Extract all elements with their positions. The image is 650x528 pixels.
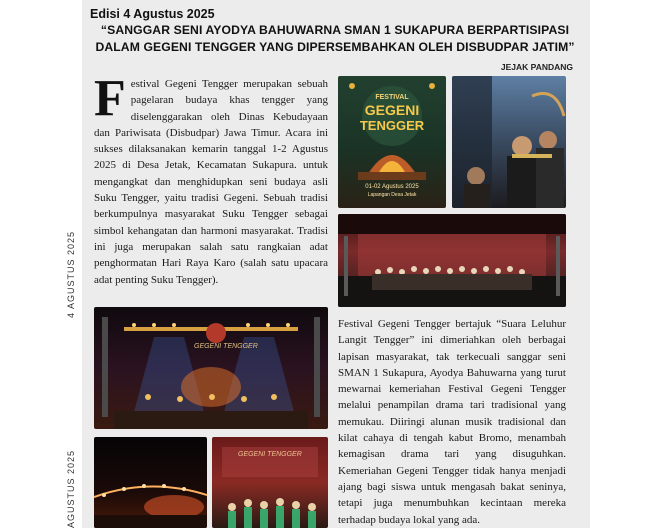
poster-title-tengger: TENGGER <box>359 118 425 133</box>
group-stage-art <box>338 214 566 307</box>
night-stage-art <box>94 437 207 528</box>
stage-performance-photo <box>94 307 328 429</box>
night-stage-photo <box>94 437 207 528</box>
poster-title-gegeni: GEGENI <box>364 102 420 118</box>
stage-performance-art <box>94 307 328 429</box>
group-stage-photo <box>338 214 566 307</box>
poster-title-festival: FESTIVAL <box>375 94 409 101</box>
side-date-label: 4 AGUSTUS 2025 <box>66 230 76 318</box>
dancers-banner-text: GEGENI TENGGER <box>238 451 302 458</box>
dancers-photo <box>212 437 328 528</box>
musicians-art <box>452 76 566 208</box>
poster-venue: Lapangan Desa Jetak <box>367 192 417 198</box>
headline: “SANGGAR SENI AYODYA BAHUWARNA SMAN 1 SUKAPURA BERPARTISIPASI DALAM GEGENI TENGGER YANG DIPERSEMBAHKAN OLEH DISBUDPAR JATIM” <box>95 23 575 54</box>
byline: JEJAK PANDANG <box>500 62 573 72</box>
article-column-left <box>94 70 328 288</box>
drop-cap: F <box>94 70 126 127</box>
article-paragraph-1: estival Gegeni Tengger merupakan sebuah pagelaran budaya khas tengger yang diselenggarakan oleh Dinas Kebudayaan dan Pariwisata (Disbudpar) Jawa Timur. Acara ini sukses dilaksanakan kemarin tanggal 1-2 Agustus 2025 di Desa Jetak, Kecamatan Sukapura. untuk mengangkat dan menghidupkan seni budaya asli Suku Tengger, yaitu tradisi Gegeni. Sebuah tradisi berkumpulnya masyarakat Suku Tengger sebagai simbol kehangatan dan harmoni masyarakat. Tradisi ini juga merupakan salah satu rangkaian adat penghormatan Hari Raya Karo (salah satu upacara adat penting Suku Tengger). <box>94 78 328 286</box>
article-paragraph-2: Festival Gegeni Tengger bertajuk “Suara Leluhur Langit Tengger” ini dimeriahkan oleh berbagai lapisan masyarakat, tak terkecuali sanggar seni SMAN 1 Sukapura, Ayodya Bahuwarna yang turut mewarnai kemeriahan Festival Gegeni Tengger melalui penampilan drama tari tradisional yang memukau. Diiringi alunan musik tradisional dan kilat cahaya di tengah kabut Bromo, menambah kemagisan drama tari yang disuguhkan. Kemeriahan Gegeni Tengger tidak hanya menjadi ajang bagi siswa untuk mengasah bakat seninya, tetapi juga menumbuhkan kecintaan mereka terhadap budaya lokal yang ada. <box>338 318 566 526</box>
article-column-right <box>338 316 566 528</box>
side-date-label-lower: AGUSTUS 2025 <box>66 449 76 528</box>
stage-banner-text: GEGENI TENGGER <box>194 343 258 350</box>
poster-dates: 01-02 Agustus 2025 <box>365 184 419 190</box>
festival-poster-photo <box>338 76 446 208</box>
edition-date: Edisi 4 Agustus 2025 <box>90 7 215 21</box>
musicians-photo <box>452 76 566 208</box>
right-margin <box>590 0 650 528</box>
